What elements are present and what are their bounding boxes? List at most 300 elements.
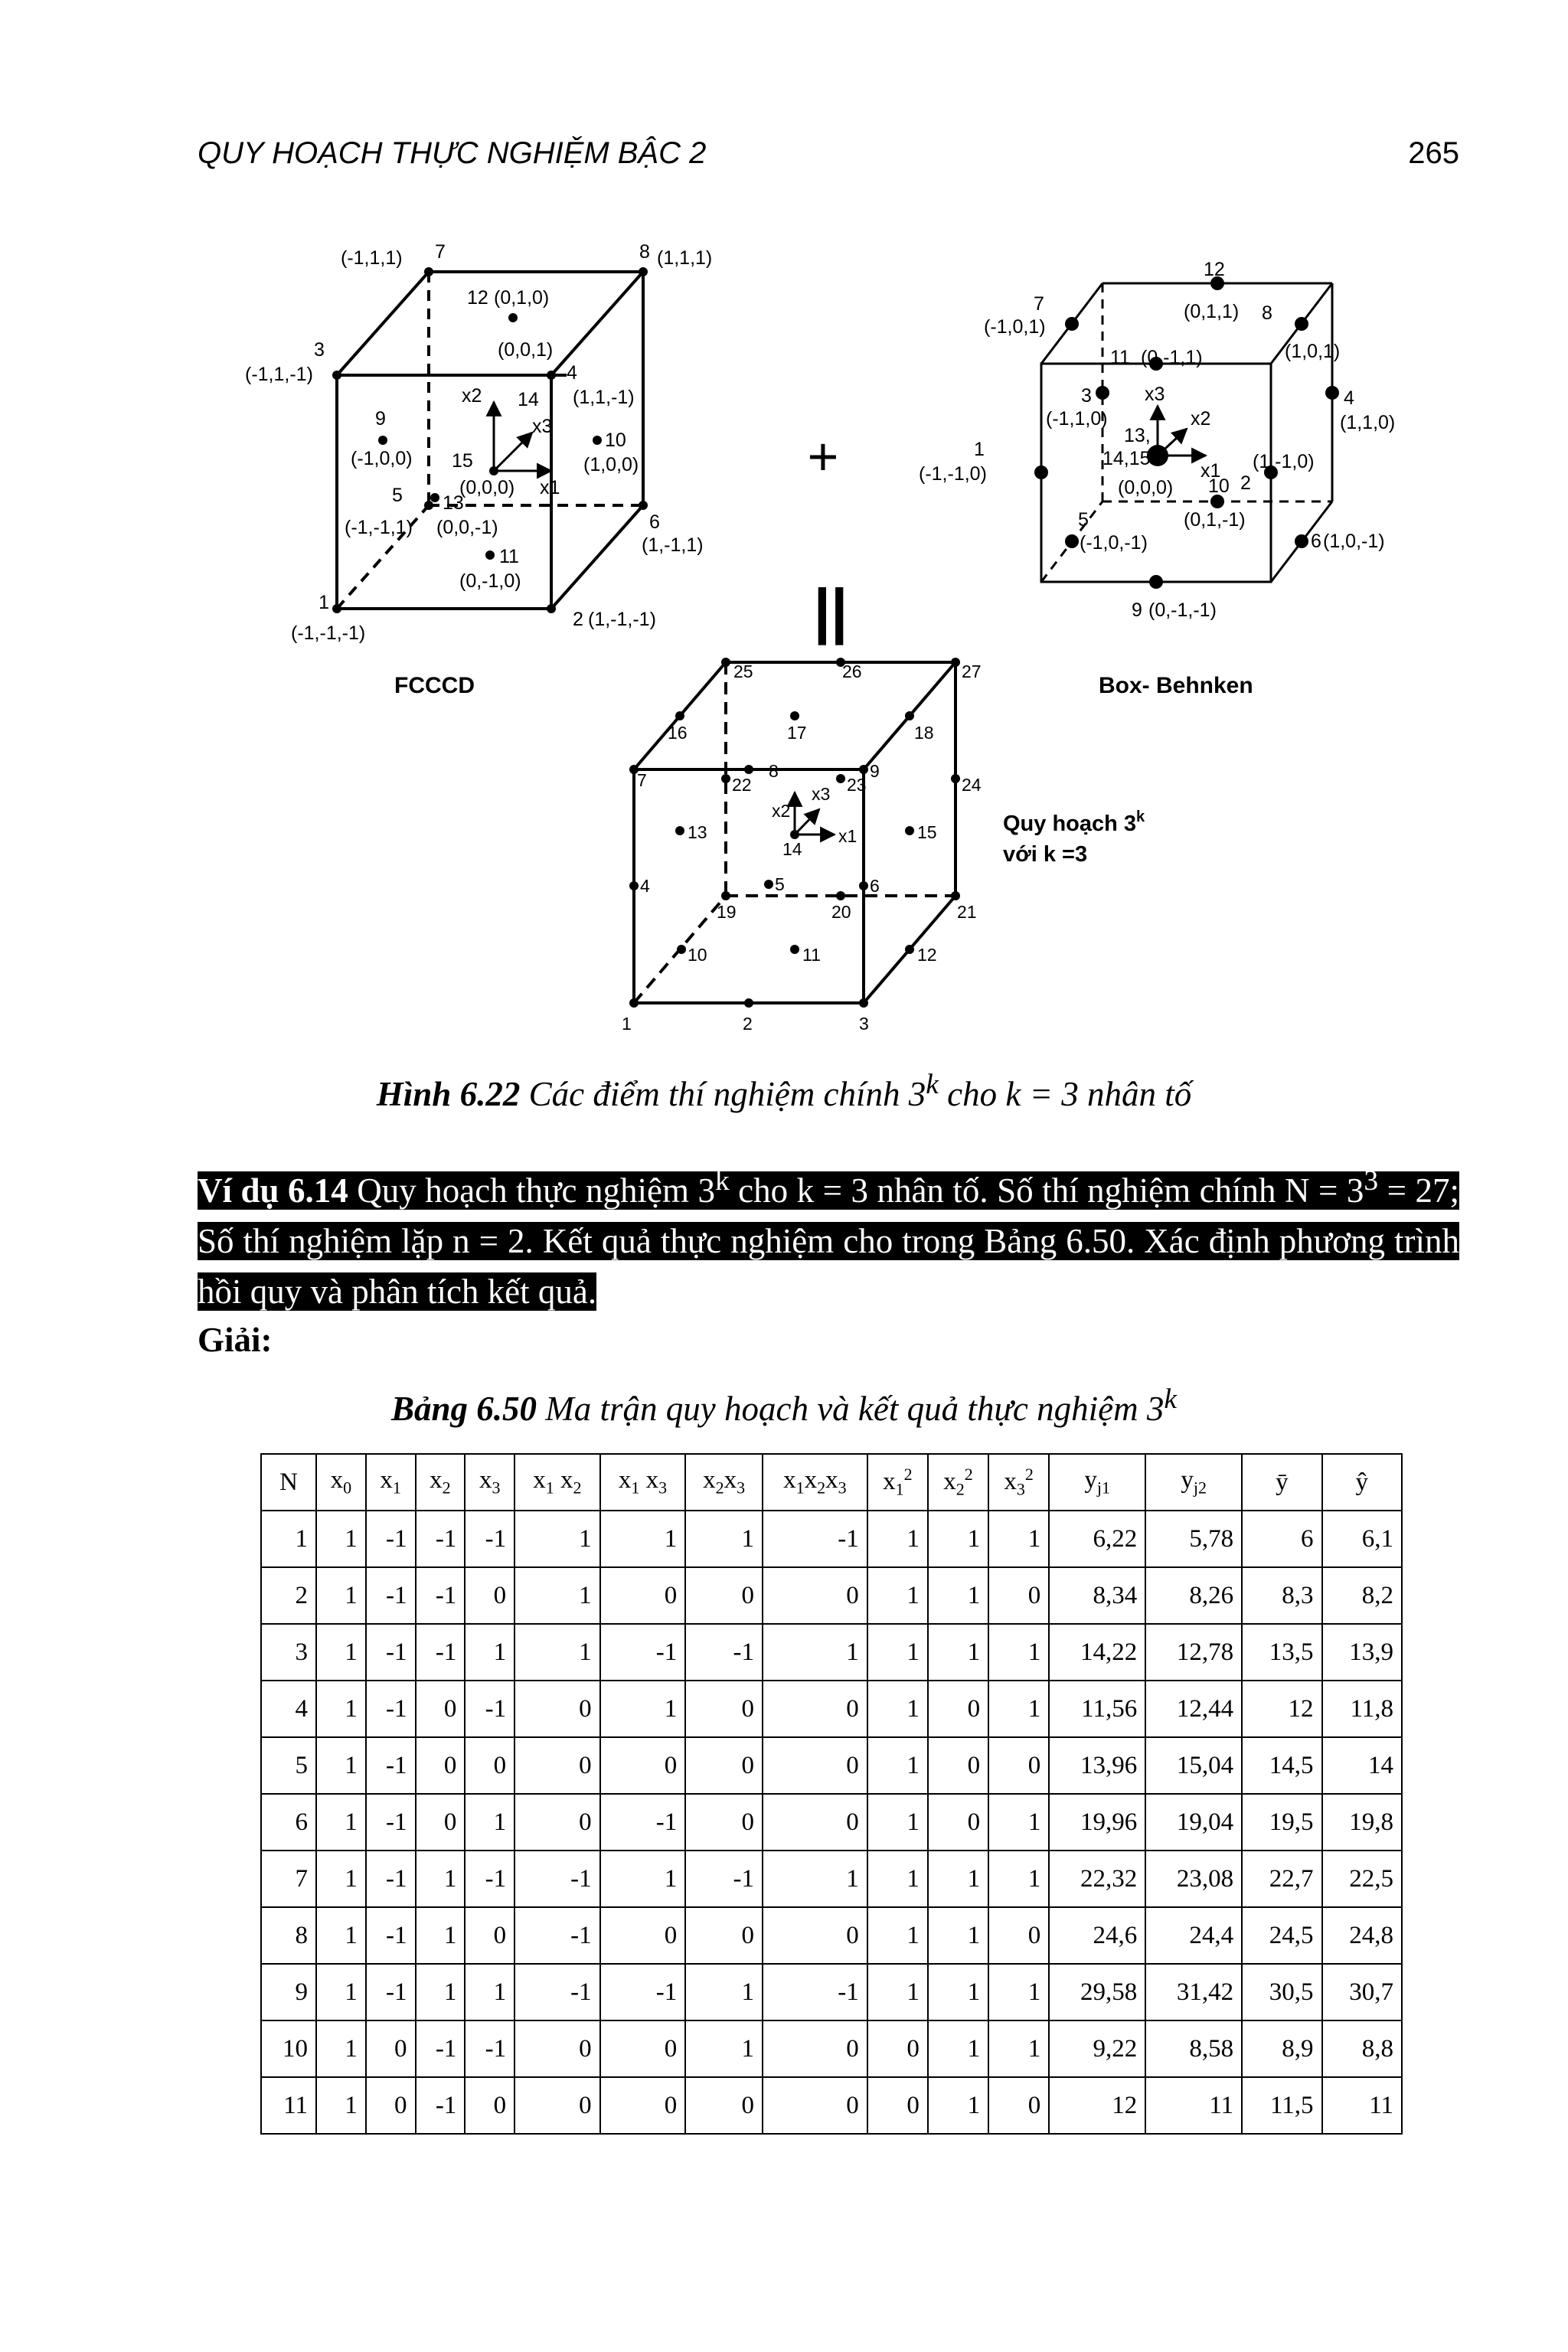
table-cell: 0: [763, 2077, 867, 2134]
table-cell: 13,5: [1242, 1624, 1321, 1681]
table-cell: 12,78: [1145, 1624, 1242, 1681]
table-cell: 0: [928, 1794, 988, 1851]
fcccd-p9: 9: [375, 408, 386, 430]
table-cell: 0: [988, 1567, 1049, 1624]
table-caption-text: Ma trận quy hoạch và kết quả thực nghiệm 3: [537, 1390, 1165, 1428]
table-cell: 11: [1145, 2077, 1242, 2134]
table-cell: 0: [366, 2020, 416, 2077]
figure-caption: [0, 1068, 1568, 1114]
full-p19: 19: [717, 902, 737, 922]
fcccd-p1: 1: [318, 592, 329, 613]
col-x3sq: $x_3^2$: [988, 1454, 1049, 1511]
bb-p5c: (-1,0,-1): [1080, 532, 1148, 554]
table-cell: 0: [685, 1737, 763, 1794]
col-x1x2x3: $x_1x_2x_3$: [763, 1454, 867, 1511]
table-cell: 11,8: [1322, 1681, 1402, 1737]
table-cell: 1: [928, 1567, 988, 1624]
full-p7: 7: [637, 770, 647, 790]
table-row: [261, 1794, 1402, 1851]
bb-p4c: (1,1,0): [1340, 412, 1396, 433]
table-row: [261, 1851, 1402, 1907]
table-row: [261, 1907, 1402, 1964]
figure-caption-label: Hình 6.22: [376, 1075, 521, 1113]
table-cell: 8,58: [1145, 2020, 1242, 2077]
fcccd-p12c: (0,1,0): [494, 287, 550, 309]
col-x3: $x_3$: [465, 1454, 514, 1511]
table-cell: -1: [366, 1964, 416, 2020]
col-x1: $x_1$: [366, 1454, 416, 1511]
table-cell: 12: [1242, 1681, 1321, 1737]
table-cell: 8,34: [1049, 1567, 1145, 1624]
table-cell: 0: [600, 1567, 686, 1624]
table-cell: -1: [763, 1511, 867, 1567]
bb-p1: 1: [974, 439, 985, 460]
table-cell: 1: [867, 1851, 928, 1907]
table-cell: 1: [316, 1851, 366, 1907]
table-cell: 4: [261, 1681, 316, 1737]
table-cell: 24,8: [1322, 1907, 1402, 1964]
table-cell: 0: [763, 1907, 867, 1964]
col-x1sq: $x_1^2$: [867, 1454, 928, 1511]
table-cell: 1: [988, 1851, 1049, 1907]
table-cell: -1: [366, 1567, 416, 1624]
full-p14: 14: [782, 839, 802, 859]
table-cell: -1: [685, 1851, 763, 1907]
fcccd-p4c: (1,1,-1): [573, 387, 635, 408]
table-cell: 1: [316, 1624, 366, 1681]
bb-p1c: (-1,-1,0): [919, 463, 987, 485]
bb-p2c: (1,-1,0): [1253, 451, 1315, 472]
table-cell: 14,5: [1242, 1737, 1321, 1794]
page-header: [198, 136, 1459, 182]
table-cell: 0: [685, 2077, 763, 2134]
table-cell: 1: [867, 1964, 928, 2020]
col-x2sq: $x_2^2$: [928, 1454, 988, 1511]
bb-p8c: (1,0,1): [1285, 341, 1341, 362]
fcccd-p7: 7: [435, 241, 446, 263]
table-cell: 11,56: [1049, 1681, 1145, 1737]
full-p17: 17: [787, 723, 807, 743]
table-cell: 1: [928, 1964, 988, 2020]
bb-p11: 11: [1110, 347, 1130, 368]
fcccd-title: FCCCD: [394, 673, 475, 698]
table-cell: 0: [763, 1737, 867, 1794]
table-cell: 0: [685, 1567, 763, 1624]
table-row: [261, 1681, 1402, 1737]
table-cell: 0: [928, 1681, 988, 1737]
table-cell: 1: [928, 1624, 988, 1681]
table-cell: 1: [763, 1624, 867, 1681]
example-text-2: cho k = 3 nhân tố. Số thí nghiệm chính N = 3: [729, 1171, 1364, 1210]
bb-axis-x1: x1: [1200, 460, 1221, 482]
table-cell: 19,8: [1322, 1794, 1402, 1851]
table-cell: 0: [685, 1907, 763, 1964]
fcccd-p10: 10: [605, 430, 626, 451]
fcccd-p5: 5: [392, 485, 403, 506]
table-cell: 1: [867, 1681, 928, 1737]
table-cell: 1: [867, 1567, 928, 1624]
table-cell: 1: [685, 1964, 763, 2020]
table-cell: -1: [416, 1511, 466, 1567]
table-row: [261, 1737, 1402, 1794]
fcccd-p15c: (0,0,0): [459, 477, 515, 498]
bb-p11c: (0,-1,1): [1141, 347, 1203, 368]
table-cell: -1: [416, 1567, 466, 1624]
table-cell: 1: [988, 1794, 1049, 1851]
table-cell: 1: [465, 1794, 514, 1851]
figure-caption-sup: k: [926, 1069, 939, 1100]
bb-axis-x3: x3: [1145, 384, 1165, 405]
table-cell: -1: [763, 1964, 867, 2020]
table-cell: 22,7: [1242, 1851, 1321, 1907]
col-x1x3: $x_1$ $x_3$: [600, 1454, 686, 1511]
table-cell: 12: [1049, 2077, 1145, 2134]
design-matrix-table: [260, 1453, 1403, 2135]
table-cell: 0: [514, 1737, 600, 1794]
table-cell: 8,2: [1322, 1567, 1402, 1624]
bb-p6c: (1,0,-1): [1323, 531, 1385, 552]
fcccd-p6c: (1,-1,1): [642, 534, 704, 556]
full-factorial-points: [629, 658, 960, 1008]
svg-text:1: [318, 592, 329, 613]
fcccd-p1c: (-1,-1,-1): [291, 622, 366, 644]
table-cell: 1: [988, 1511, 1049, 1567]
full-p22: 22: [732, 775, 752, 795]
table-cell: 1: [514, 1567, 600, 1624]
table-cell: 1: [465, 1964, 514, 2020]
table-cell: 1: [928, 1851, 988, 1907]
table-cell: 8: [261, 1907, 316, 1964]
table-cell: 11: [261, 2077, 316, 2134]
table-cell: 0: [867, 2020, 928, 2077]
fcccd-p12: 12: [467, 287, 488, 309]
table-cell: 0: [600, 2077, 686, 2134]
full-p9: 9: [870, 761, 880, 781]
table-cell: -1: [366, 1737, 416, 1794]
table-cell: 11: [1322, 2077, 1402, 2134]
figure-experiment-points: [230, 241, 1396, 1053]
example-label: Ví dụ 6.14: [198, 1171, 348, 1210]
example-text-3: = 27; Số thí nghiệm lặp n = 2. Kết quả thực nghiệm cho trong Bảng 6.50. Xác định phương trình hồi quy và phân tích kết quả.: [198, 1171, 1459, 1311]
full-p25: 25: [733, 662, 753, 681]
box-behnken-labels: [919, 259, 1395, 698]
table-cell: 1: [416, 1907, 466, 1964]
table-caption-label: Bảng 6.50: [390, 1390, 537, 1428]
full-p27: 27: [962, 662, 982, 681]
bb-p3: 3: [1081, 385, 1092, 407]
table-cell: 0: [988, 1737, 1049, 1794]
figure-caption-tail: cho k = 3 nhân tố: [938, 1075, 1192, 1113]
fcccd-p14: 14: [518, 389, 539, 410]
table-cell: -1: [416, 2020, 466, 2077]
table-cell: 1: [416, 1851, 466, 1907]
fcccd-p2c: (1,-1,-1): [588, 609, 656, 630]
col-x0: $x_0$: [316, 1454, 366, 1511]
fcccd-p5c: (-1,-1,1): [345, 517, 413, 538]
table-cell: 1: [867, 1794, 928, 1851]
table-cell: 8,26: [1145, 1567, 1242, 1624]
table-cell: -1: [465, 1681, 514, 1737]
table-cell: 30,7: [1322, 1964, 1402, 2020]
table-cell: 1: [867, 1624, 928, 1681]
full-title-line2: với k =3: [1003, 842, 1088, 867]
table-cell: 29,58: [1049, 1964, 1145, 2020]
table-cell: 1: [928, 1907, 988, 1964]
full-p1: 1: [622, 1014, 632, 1034]
table-cell: 1: [867, 1907, 928, 1964]
full-p20: 20: [831, 902, 851, 922]
svg-text:Quy hoạch 3k: [1003, 808, 1145, 836]
table-cell: 1: [685, 2020, 763, 2077]
bb-axis-x2: x2: [1191, 408, 1211, 430]
table-cell: 0: [514, 1681, 600, 1737]
bb-p4: 4: [1344, 387, 1354, 409]
table-cell: 0: [465, 2077, 514, 2134]
table-cell: 31,42: [1145, 1964, 1242, 2020]
table-cell: 1: [988, 2020, 1049, 2077]
table-cell: 13,96: [1049, 1737, 1145, 1794]
col-n: N: [261, 1454, 316, 1511]
table-cell: 1: [600, 1511, 686, 1567]
table-cell: 3: [261, 1624, 316, 1681]
table-row: [261, 2020, 1402, 2077]
table-cell: 0: [600, 2020, 686, 2077]
table-cell: 1: [600, 1681, 686, 1737]
fcccd-p13c: (0,0,-1): [436, 517, 498, 538]
bb-p1415: 14,15: [1102, 448, 1151, 469]
example-paragraph: [198, 1156, 1459, 1317]
table-cell: 0: [465, 1907, 514, 1964]
bb-p12c: (0,1,1): [1184, 301, 1240, 322]
table-row: [261, 1964, 1402, 2020]
full-p26: 26: [842, 662, 862, 681]
table-cell: -1: [514, 1851, 600, 1907]
full-axis-x3: x3: [812, 784, 831, 804]
equals-sign: ||: [813, 577, 848, 645]
full-title-line1: Quy hoạch 3: [1003, 812, 1137, 836]
table-cell: -1: [366, 1511, 416, 1567]
table-cell: 1: [988, 1624, 1049, 1681]
full-p8: 8: [769, 761, 779, 781]
full-p10: 10: [688, 945, 707, 965]
table-cell: 1: [867, 1737, 928, 1794]
table-cell: 0: [416, 1681, 466, 1737]
full-p18: 18: [914, 723, 934, 743]
table-cell: 6,22: [1049, 1511, 1145, 1567]
table-cell: 1: [465, 1624, 514, 1681]
bb-p2: 2: [1240, 472, 1251, 494]
col-yj1: $y_{j1}$: [1049, 1454, 1145, 1511]
table-cell: 1: [316, 2077, 366, 2134]
full-p11: 11: [802, 945, 821, 965]
fcccd-p10c: (1,0,0): [583, 454, 639, 475]
fcccd-axis-x1: x1: [540, 477, 560, 498]
table-cell: 12,44: [1145, 1681, 1242, 1737]
full-p4: 4: [640, 876, 650, 896]
col-x1x2: $x_1$ $x_2$: [514, 1454, 600, 1511]
table-cell: 0: [514, 1794, 600, 1851]
table-cell: 11,5: [1242, 2077, 1321, 2134]
table-cell: 14,22: [1049, 1624, 1145, 1681]
full-p6: 6: [870, 876, 880, 896]
bb-p3c: (-1,1,0): [1046, 408, 1108, 430]
table-cell: 8,9: [1242, 2020, 1321, 2077]
table-cell: 1: [600, 1851, 686, 1907]
table-cell: 1: [763, 1851, 867, 1907]
fcccd-p3c: (-1,1,-1): [245, 364, 313, 385]
bb-p5: 5: [1078, 509, 1089, 531]
table-cell: 1: [316, 1907, 366, 1964]
table-cell: -1: [514, 1964, 600, 2020]
plus-sign: +: [807, 426, 839, 486]
full-p2: 2: [743, 1014, 753, 1034]
fcccd-p14c: (0,0,1): [498, 339, 554, 361]
table-cell: 0: [988, 1907, 1049, 1964]
full-p3: 3: [859, 1014, 869, 1034]
table-cell: -1: [366, 1851, 416, 1907]
fcccd-axis-x3: x3: [532, 416, 553, 437]
table-cell: -1: [600, 1964, 686, 2020]
col-yhat: ŷ: [1322, 1454, 1402, 1511]
full-p13: 13: [688, 822, 707, 842]
table-cell: -1: [465, 1851, 514, 1907]
col-x2x3: $x_2x_3$: [685, 1454, 763, 1511]
table-cell: 1: [928, 1511, 988, 1567]
table-cell: 15,04: [1145, 1737, 1242, 1794]
full-p16: 16: [668, 723, 688, 743]
table-cell: 2: [261, 1567, 316, 1624]
figure-caption-text: Các điểm thí nghiệm chính 3: [520, 1075, 926, 1113]
table-cell: 5: [261, 1737, 316, 1794]
full-p24: 24: [962, 775, 982, 795]
solution-label: Giải:: [198, 1321, 273, 1359]
table-cell: 1: [316, 1681, 366, 1737]
table-cell: 1: [928, 2020, 988, 2077]
table-cell: 0: [366, 2077, 416, 2134]
col-yj2: $y_{j2}$: [1145, 1454, 1242, 1511]
fcccd-axis-x2: x2: [462, 385, 482, 407]
table-cell: -1: [465, 1511, 514, 1567]
table-cell: -1: [685, 1624, 763, 1681]
fcccd-p3: 3: [314, 339, 325, 361]
table-cell: 0: [685, 1794, 763, 1851]
table-cell: 0: [514, 2077, 600, 2134]
table-cell: 1: [988, 1964, 1049, 2020]
table-cell: -1: [416, 1624, 466, 1681]
table-header-row: [261, 1454, 1402, 1511]
table-cell: -1: [514, 1907, 600, 1964]
table-cell: -1: [366, 1681, 416, 1737]
table-cell: 1: [316, 2020, 366, 2077]
table-row: [261, 1567, 1402, 1624]
table-cell: 23,08: [1145, 1851, 1242, 1907]
table-cell: 0: [867, 2077, 928, 2134]
full-axis-x2: x2: [772, 801, 791, 821]
fcccd-p11c: (0,-1,0): [459, 570, 521, 592]
table-cell: -1: [600, 1624, 686, 1681]
bb-p6: 6: [1311, 531, 1321, 552]
table-cell: 24,5: [1242, 1907, 1321, 1964]
table-cell: 1: [514, 1511, 600, 1567]
table-cell: 19,5: [1242, 1794, 1321, 1851]
table-cell: 6: [1242, 1511, 1321, 1567]
table-cell: 14: [1322, 1737, 1402, 1794]
bb-p8: 8: [1262, 302, 1272, 324]
table-cell: 1: [514, 1624, 600, 1681]
table-cell: 0: [763, 2020, 867, 2077]
fcccd-diagram: [222, 272, 643, 609]
table-cell: 9: [261, 1964, 316, 2020]
bb-p7: 7: [1034, 293, 1044, 315]
table-caption: [0, 1383, 1568, 1429]
table-row: [261, 1511, 1402, 1567]
table-cell: 0: [763, 1567, 867, 1624]
table-cell: -1: [366, 1907, 416, 1964]
table-cell: 1: [316, 1794, 366, 1851]
table-cell: 1: [416, 1964, 466, 2020]
table-cell: 0: [685, 1681, 763, 1737]
page-number: 265: [1408, 136, 1459, 170]
table-cell: 6: [261, 1794, 316, 1851]
table-cell: 22,5: [1322, 1851, 1402, 1907]
table-cell: 0: [465, 1567, 514, 1624]
bb-p13: 13,: [1124, 425, 1151, 446]
table-cell: -1: [366, 1624, 416, 1681]
table-cell: 0: [416, 1737, 466, 1794]
fcccd-p9c: (-1,0,0): [351, 448, 413, 469]
table-cell: 13,9: [1322, 1624, 1402, 1681]
table-cell: 1: [316, 1567, 366, 1624]
fcccd-p11: 11: [499, 546, 519, 567]
col-ybar: ȳ: [1242, 1454, 1321, 1511]
fcccd-p8c: (1,1,1): [657, 247, 713, 269]
table-cell: 1: [261, 1511, 316, 1567]
example-text-1: Quy hoạch thực nghiệm 3: [348, 1171, 715, 1210]
table-cell: 0: [514, 2020, 600, 2077]
table-caption-sup: k: [1164, 1383, 1178, 1415]
table-cell: 8,8: [1322, 2020, 1402, 2077]
bb-p12: 12: [1204, 259, 1225, 280]
fcccd-p2: 2: [573, 609, 583, 630]
full-p23: 23: [847, 775, 867, 795]
fcccd-p7c: (-1,1,1): [341, 247, 403, 269]
fcccd-p6: 6: [649, 511, 660, 533]
table-cell: 0: [988, 2077, 1049, 2134]
table-cell: 22,32: [1049, 1851, 1145, 1907]
bb-p9c: (0,-1,-1): [1148, 599, 1217, 621]
table-cell: 1: [316, 1964, 366, 2020]
fcccd-p15: 15: [452, 450, 473, 472]
table-cell: 0: [465, 1737, 514, 1794]
table-row: [261, 1624, 1402, 1681]
running-title: QUY HOẠCH THỰC NGHIỆM BẬC 2: [198, 136, 707, 170]
table-cell: 5,78: [1145, 1511, 1242, 1567]
table-cell: 19,96: [1049, 1794, 1145, 1851]
table-cell: 1: [685, 1511, 763, 1567]
table-cell: 0: [416, 1794, 466, 1851]
table-cell: 0: [763, 1794, 867, 1851]
table-cell: -1: [416, 2077, 466, 2134]
table-cell: 1: [316, 1737, 366, 1794]
full-title-sup: k: [1136, 808, 1145, 825]
col-x2: $x_2$: [416, 1454, 466, 1511]
table-cell: 0: [600, 1737, 686, 1794]
bb-p10: 10: [1208, 475, 1230, 497]
example-sup-1: k: [714, 1165, 730, 1197]
table-cell: 1: [988, 1681, 1049, 1737]
full-p12: 12: [917, 945, 937, 965]
full-axis-x1: x1: [838, 826, 858, 846]
